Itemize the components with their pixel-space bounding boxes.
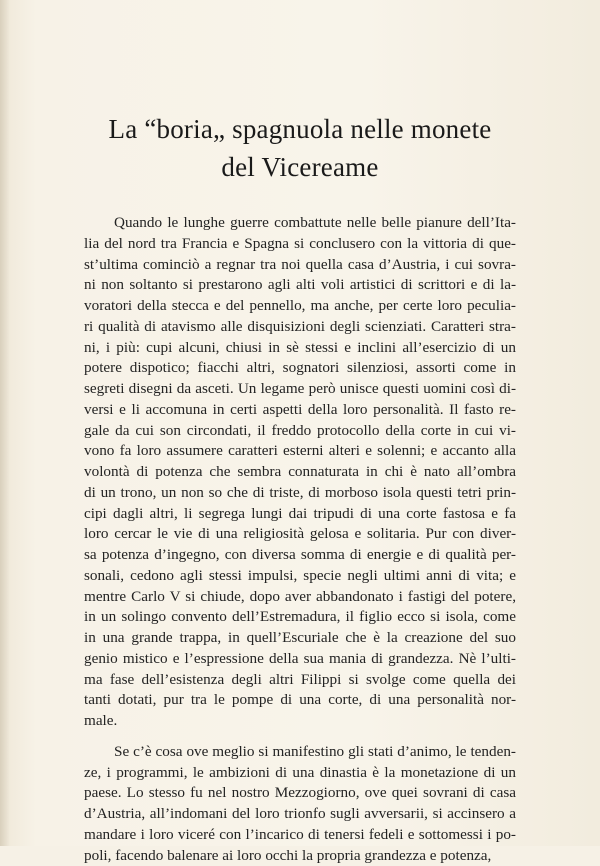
paragraph-line: ni, i più: cupi alcuni, chiusi in sè stessi e inclini all’esercizio di un [84, 338, 516, 356]
paragraph-line: tanti dotati, pur tra le pompe di una corte, di una personalità nor- [84, 691, 516, 709]
paragraph-line: Se c’è cosa ove meglio si manifestino gli stati d’animo, le tenden- [114, 742, 516, 760]
paragraph-line: paese. Lo stesso fu nel nostro Mezzogiorno, ove quei sovrani di casa [84, 784, 516, 802]
paragraph-line: segreti disegni da asceti. Un legame però unisce questi uomini così di- [84, 380, 516, 397]
paragraph-line: ze, i programmi, le ambizioni di una dinastia è la monetazione di un [84, 763, 516, 781]
paragraph-line: genio mistico e l’espressione della sua mania di grandezza. Nè l’ulti- [84, 649, 516, 667]
paragraph-line: poli, facendo balenare ai loro occhi la propria grandezza e potenza, [84, 846, 492, 864]
paragraph-line: ni non soltanto si prestarono agli alti voli artistici di scrittori e di la- [84, 276, 516, 294]
paragraph-line: ri qualità di atavismo alle disquisizioni degli scienziati. Caratteri stra- [84, 317, 516, 335]
paragraph-line: gale da cui son circondati, il freddo protocollo della corte in cui vi- [84, 421, 516, 439]
paragraph-line: di un trono, un non so che di triste, di morboso isola questi tetri prin- [84, 483, 516, 501]
paragraph-line: voratori della stecca e del pennello, ma anche, per certe loro peculia- [84, 297, 516, 314]
paragraph-line: male. [84, 712, 118, 729]
paragraph-line: sa potenza d’ingegno, con diversa somma di energie e di qualità per- [84, 546, 516, 563]
paragraph-line: Quando le lunghe guerre combattute nelle belle pianure dell’Ita- [114, 214, 516, 231]
paragraph-line: loro cercar le vie di una religiosità gelosa e solitaria. Pur con diver- [84, 525, 516, 543]
paragraph-line: volontà di potenza che sembra connaturata in chi è nato all’ombra [84, 463, 516, 480]
paragraph-line: lia del nord tra Francia e Spagna si conclusero con la vittoria di que- [84, 234, 516, 252]
article-title-line-1: La “boria„ spagnuola nelle monete [108, 114, 492, 144]
paragraph-line: in una grande trappa, in quell’Escuriale che è la creazione del suo [84, 629, 516, 646]
paragraph-line: cipi dagli altri, li segrega lungi dai tripudi di una corte fastosa e fa [84, 504, 516, 522]
paragraph-line: vono fa loro assumere caratteri esterni alteri e solenni; e accanto alla [84, 442, 516, 460]
article-title-line-2: del Vicereame [221, 152, 379, 182]
paragraph-line: mandare i loro viceré con l’incarico di tenersi fedeli e sottomessi i po- [84, 825, 516, 843]
paragraph-line: d’Austria, all’indomani del loro trionfo sugli avversarii, si accinsero a [84, 805, 516, 822]
paragraph-line: st’ultima cominciò a regnar tra noi quella casa d’Austria, i cui sovra- [84, 255, 516, 273]
paragraph-line: potere dispotico; fiacchi altri, sognatori silenziosi, assorti come in [84, 359, 516, 377]
paragraph-line: in un solingo convento dell’Estremadura, il figlio ecco si isola, come [84, 608, 516, 626]
paragraph-line: versi e li accomuna in certi aspetti della loro personalità. Il fasto re- [84, 400, 516, 418]
paragraph-line: mentre Carlo V si chiude, dopo aver abbandonato i fastigi del potere, [84, 587, 516, 605]
paragraph-line: sonali, cedono agli stessi impulsi, specie negli ultimi anni di vita; e [84, 566, 516, 584]
paragraph-line: ma fase dell’esistenza degli altri Filippi si svolge come quella dei [84, 670, 516, 688]
